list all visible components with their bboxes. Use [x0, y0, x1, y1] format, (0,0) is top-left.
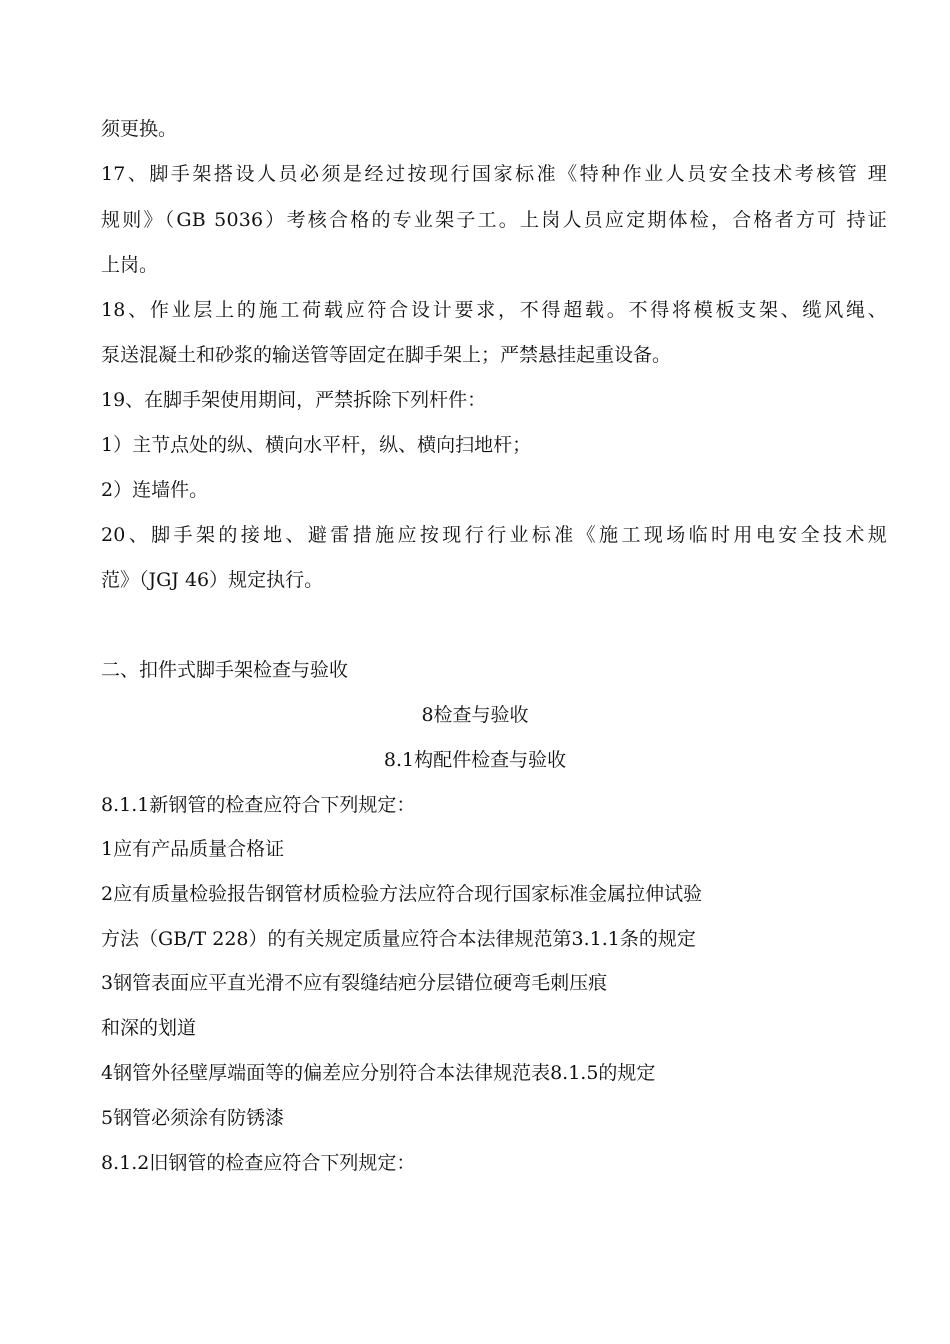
text-line-item-20-a: 20、脚手架的接地、避雷措施应按现行行业标准《施工现场临时用电安全技术规	[101, 524, 887, 546]
text-line-item-19-2: 2）连墙件。	[101, 479, 209, 501]
clause-item-2-a: 2应有质量检验报告钢管材质检验方法应符合现行国家标准金属拉伸试验	[101, 883, 703, 905]
clause-item-5: 5钢管必须涂有防锈漆	[101, 1107, 285, 1129]
text-line-item-17-b: 规则》（GB 5036）考核合格的专业架子工。上岗人员应定期体检，合格者方可 持证	[101, 209, 887, 231]
text-line-item-20-b: 范》（JGJ 46）规定执行。	[101, 569, 324, 591]
text-line-continuation: 须更换。	[101, 118, 178, 140]
text-line-item-17-a: 17、脚手架搭设人员必须是经过按现行国家标准《特种作业人员安全技术考核管 理	[101, 163, 887, 185]
clause-8-1-2: 8.1.2旧钢管的检查应符合下列规定：	[101, 1152, 416, 1174]
text-line-item-19-1: 1）主节点处的纵、横向水平杆，纵、横向扫地杆；	[101, 434, 532, 456]
chapter-title: 8检查与验收	[421, 704, 529, 726]
clause-item-2-b: 方法（GB/T 228）的有关规定质量应符合本法律规范第3.1.1条的规定	[101, 928, 696, 950]
subsection-title: 8.1构配件检查与验收	[383, 749, 567, 771]
text-line-item-17-c: 上岗。	[101, 254, 159, 276]
section-heading: 二、扣件式脚手架检查与验收	[101, 659, 349, 681]
clause-8-1-1: 8.1.1新钢管的检查应符合下列规定：	[101, 794, 416, 816]
clause-item-3-a: 3钢管表面应平直光滑不应有裂缝结疤分层错位硬弯毛刺压痕	[101, 972, 608, 994]
text-line-item-18-b: 泵送混凝土和砂浆的输送管等固定在脚手架上；严禁悬挂起重设备。	[101, 344, 672, 366]
text-line-item-18-a: 18、作业层上的施工荷载应符合设计要求，不得超载。不得将模板支架、缆风绳、	[101, 299, 887, 321]
clause-item-3-b: 和深的划道	[101, 1017, 197, 1039]
clause-item-1: 1应有产品质量合格证	[101, 838, 285, 860]
text-line-item-19: 19、在脚手架使用期间，严禁拆除下列杆件：	[101, 389, 487, 411]
clause-item-4: 4钢管外径壁厚端面等的偏差应分别符合本法律规范表8.1.5的规定	[101, 1062, 656, 1084]
